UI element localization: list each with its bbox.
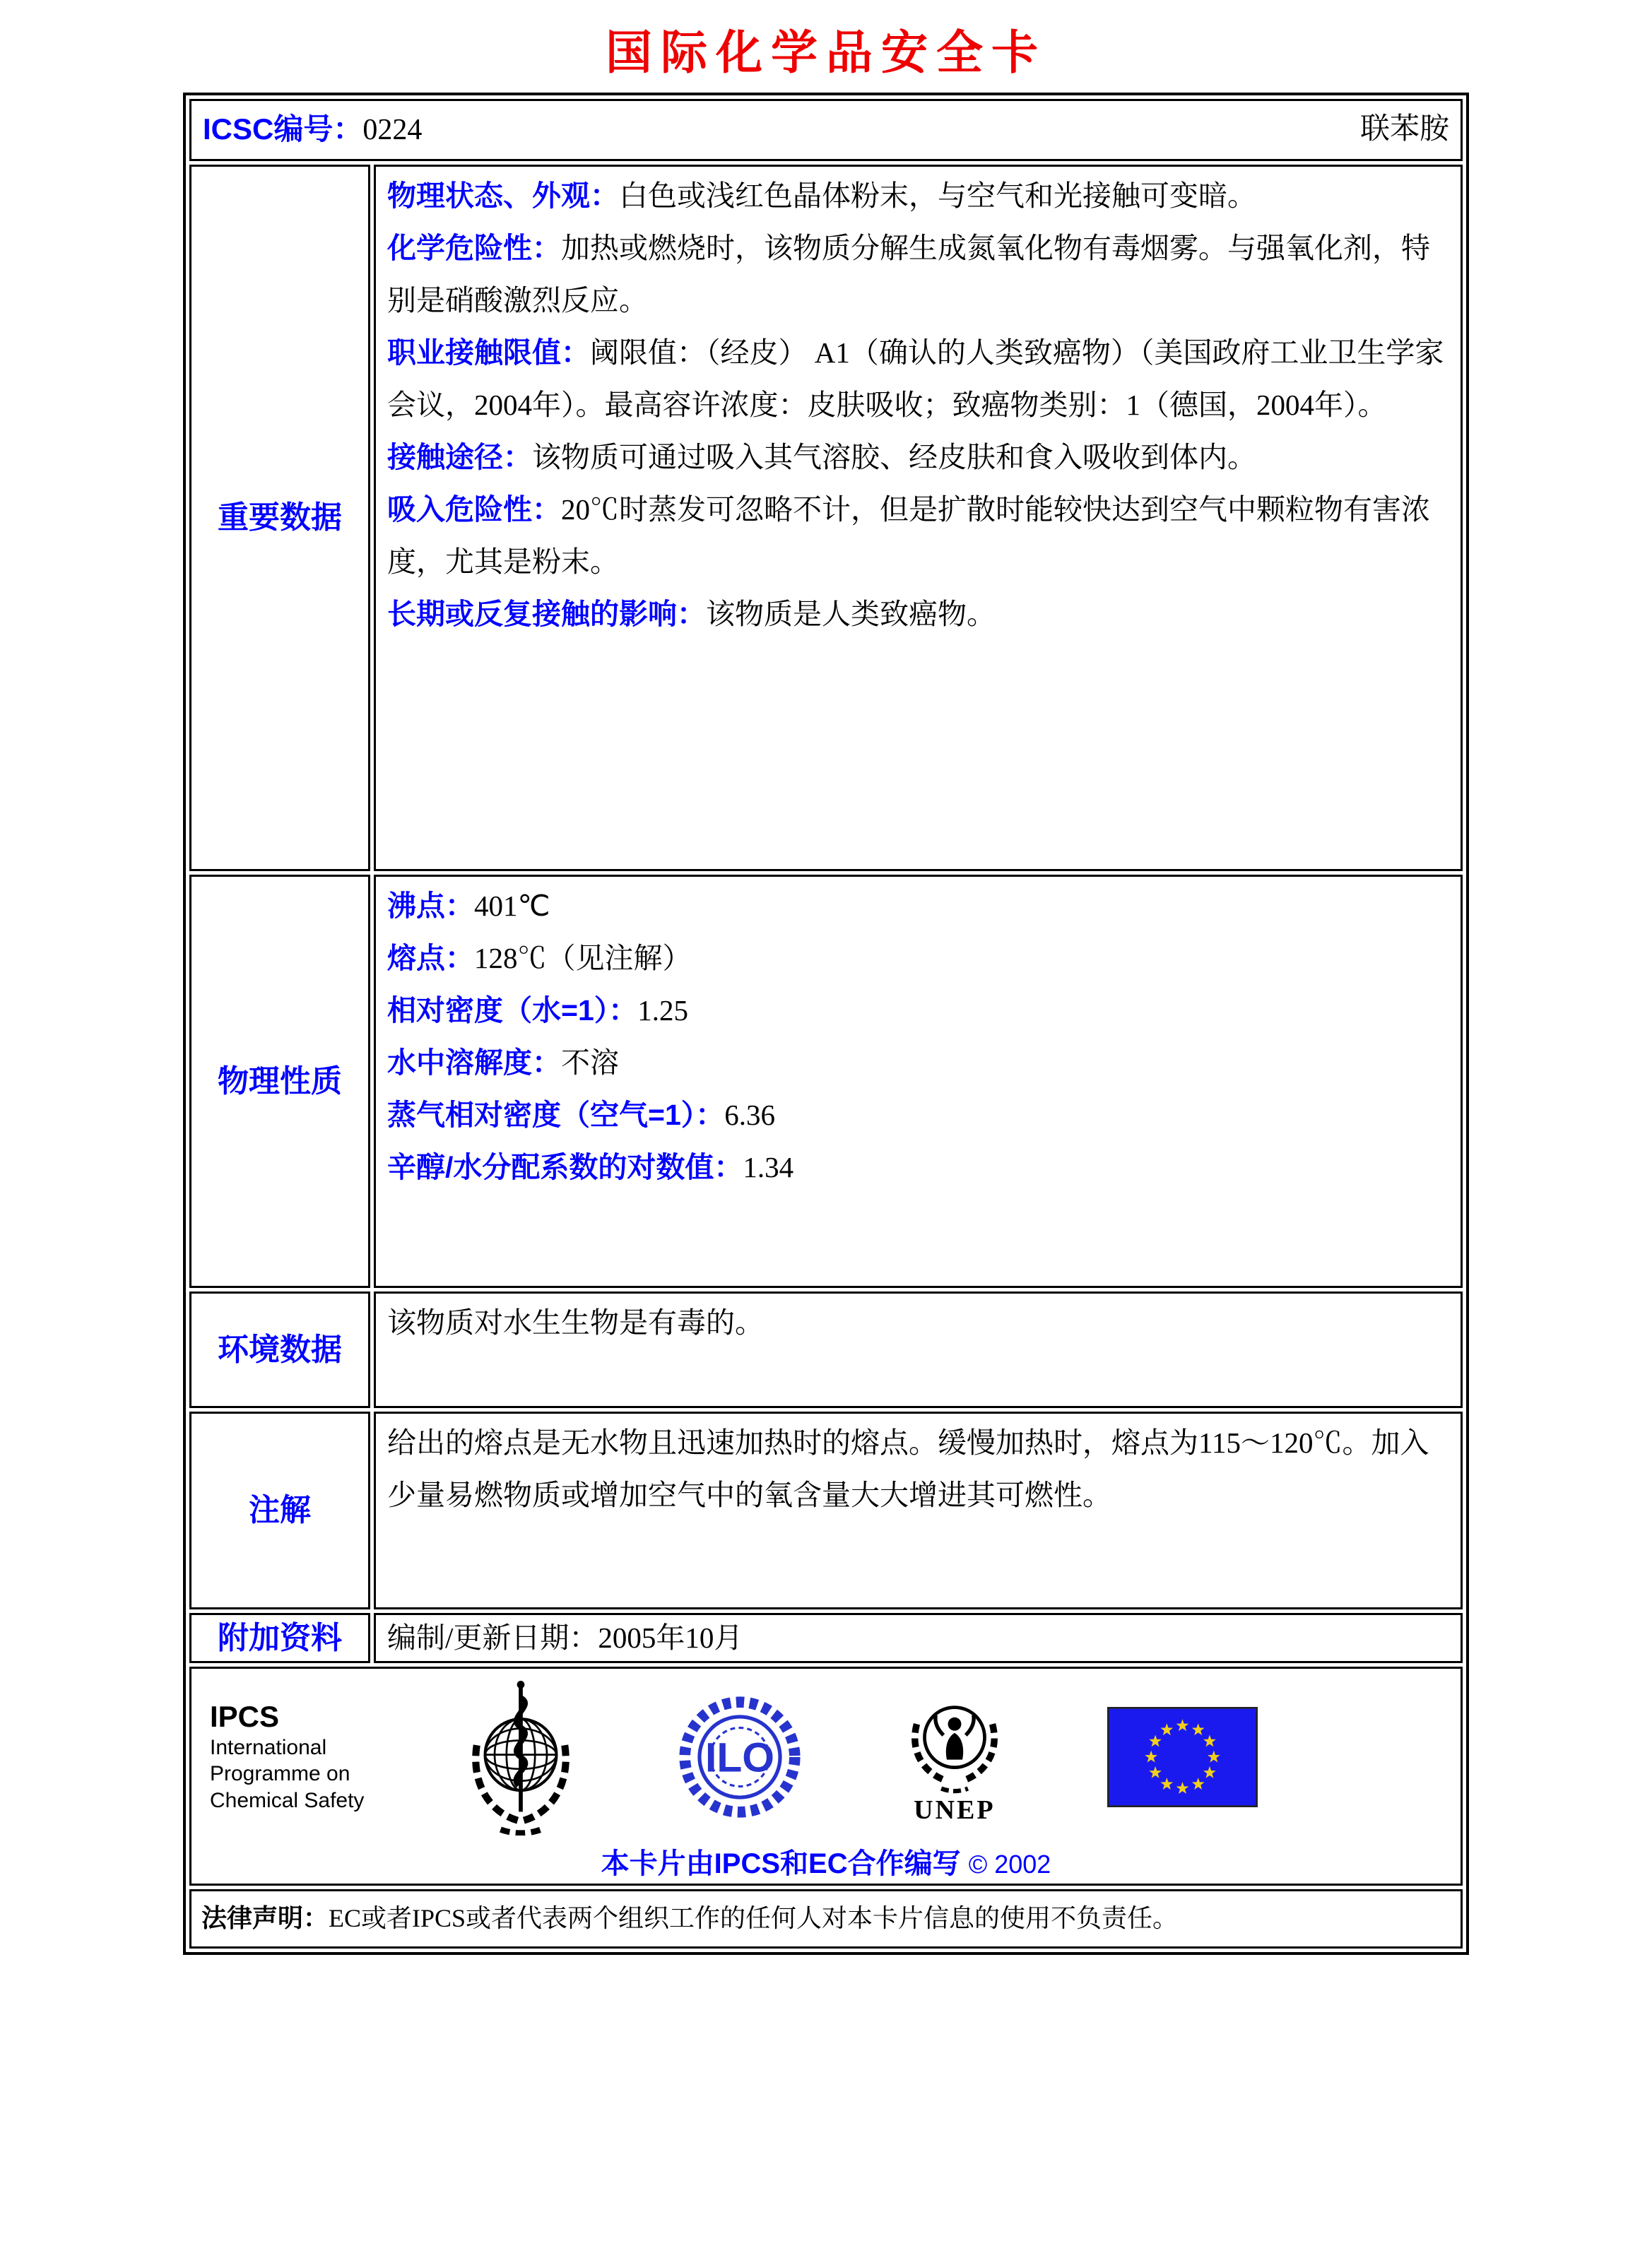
environmental-data-content bbox=[374, 1291, 1463, 1408]
who-logo-icon bbox=[460, 1679, 582, 1836]
legal-text: EC或者IPCS或者代表两个组织工作的任何人对本卡片信息的使用不负责任。 bbox=[329, 1904, 1179, 1933]
credit-text: 本卡片由IPCS和EC合作编写 bbox=[601, 1848, 961, 1879]
icsc-number bbox=[203, 112, 422, 148]
ipcs-line-2: Programme on bbox=[210, 1762, 350, 1786]
icsc-card-table bbox=[183, 93, 1469, 1955]
row-label-important-data: 重要数据 bbox=[189, 165, 370, 871]
header-cell bbox=[189, 99, 1463, 161]
additional-info-row bbox=[189, 1613, 1463, 1663]
data-item-physical-state: 物理状态、外观：白色或浅红色晶体粉末，与空气和光接触可变暗。 bbox=[387, 179, 1256, 212]
icsc-number-label: ICSC编号： bbox=[203, 112, 363, 146]
credit-copyright: © 2002 bbox=[968, 1849, 1051, 1879]
property-vapor-density: 蒸气相对密度（空气=1）：6.36 bbox=[387, 1098, 775, 1131]
ilo-logo-text: ILO bbox=[704, 1734, 774, 1781]
logos-row bbox=[189, 1667, 1463, 1886]
physical-properties-content bbox=[374, 875, 1463, 1288]
notes-text: 给出的熔点是无水物且迅速加热时的熔点。缓慢加热时，熔点为115～120℃。加入少量易燃物质或增加空气中的氧含量大大增进其可燃性。 bbox=[387, 1426, 1429, 1511]
row-label-notes: 注解 bbox=[189, 1412, 370, 1609]
icsc-number-value: 0224 bbox=[362, 113, 423, 146]
property-water-solubility: 水中溶解度：不溶 bbox=[387, 1046, 619, 1079]
unep-logo-block bbox=[898, 1691, 1011, 1823]
property-boiling-point: 沸点：401℃ bbox=[387, 889, 550, 922]
notes-row bbox=[189, 1412, 1463, 1609]
notes-content bbox=[374, 1412, 1463, 1609]
unep-logo-text: UNEP bbox=[914, 1795, 996, 1825]
property-relative-density: 相对密度（水=1）：1.25 bbox=[387, 993, 688, 1027]
data-item-inhalation-risk: 吸入危险性：20℃时蒸发可忽略不计，但是扩散时能较快达到空气中颗粒物有害浓度，尤其是粉末。 bbox=[387, 492, 1430, 578]
physical-properties-row bbox=[189, 875, 1463, 1288]
property-melting-point: 熔点：128℃（见注解） bbox=[387, 941, 692, 974]
important-data-row bbox=[189, 165, 1463, 871]
legal-label: 法律声明： bbox=[201, 1903, 329, 1933]
ipcs-line-3: Chemical Safety bbox=[210, 1788, 365, 1812]
chemical-name: 联苯胺 bbox=[1359, 113, 1449, 146]
environmental-data-text: 该物质对水生生物是有毒的。 bbox=[387, 1306, 764, 1339]
data-item-exposure-limits: 职业接触限值：阈限值：（经皮） A1（确认的人类致癌物）（美国政府工业卫生学家会议，2004年）。最高容许浓度：皮肤吸收；致癌物类别：1（德国，2004年）。 bbox=[387, 336, 1444, 421]
data-item-longterm-effects: 长期或反复接触的影响：该物质是人类致癌物。 bbox=[387, 597, 996, 630]
property-octanol-water: 辛醇/水分配系数的对数值：1.34 bbox=[387, 1150, 794, 1183]
row-label-additional-info: 附加资料 bbox=[189, 1613, 370, 1663]
page-title: 国际化学品安全卡 bbox=[606, 28, 1046, 79]
ipcs-line-1: International bbox=[210, 1735, 327, 1759]
ipcs-text-block bbox=[210, 1700, 364, 1814]
header-row bbox=[189, 99, 1463, 161]
unep-logo-icon bbox=[898, 1691, 1011, 1795]
eu-flag-icon bbox=[1107, 1707, 1258, 1807]
credit-line bbox=[203, 1847, 1449, 1881]
ilo-logo-icon bbox=[677, 1685, 803, 1829]
legal-row bbox=[189, 1889, 1463, 1949]
data-item-exposure-routes: 接触途径：该物质可通过吸入其气溶胶、经皮肤和食入吸收到体内。 bbox=[387, 440, 1256, 473]
data-item-chemical-danger: 化学危险性：加热或燃烧时，该物质分解生成氮氧化物有毒烟雾。与强氧化剂，特别是硝酸激烈反应。 bbox=[387, 231, 1430, 317]
additional-info-content bbox=[374, 1613, 1463, 1663]
logo-strip bbox=[203, 1672, 1449, 1836]
ipcs-acronym: IPCS bbox=[210, 1700, 280, 1734]
row-label-physical-properties: 物理性质 bbox=[189, 875, 370, 1288]
environmental-data-row bbox=[189, 1291, 1463, 1408]
important-data-content bbox=[374, 165, 1463, 871]
row-label-environmental-data: 环境数据 bbox=[189, 1291, 370, 1408]
legal-cell bbox=[189, 1889, 1463, 1949]
logos-cell bbox=[189, 1667, 1463, 1886]
update-date-text: 编制/更新日期：2005年10月 bbox=[387, 1621, 743, 1654]
